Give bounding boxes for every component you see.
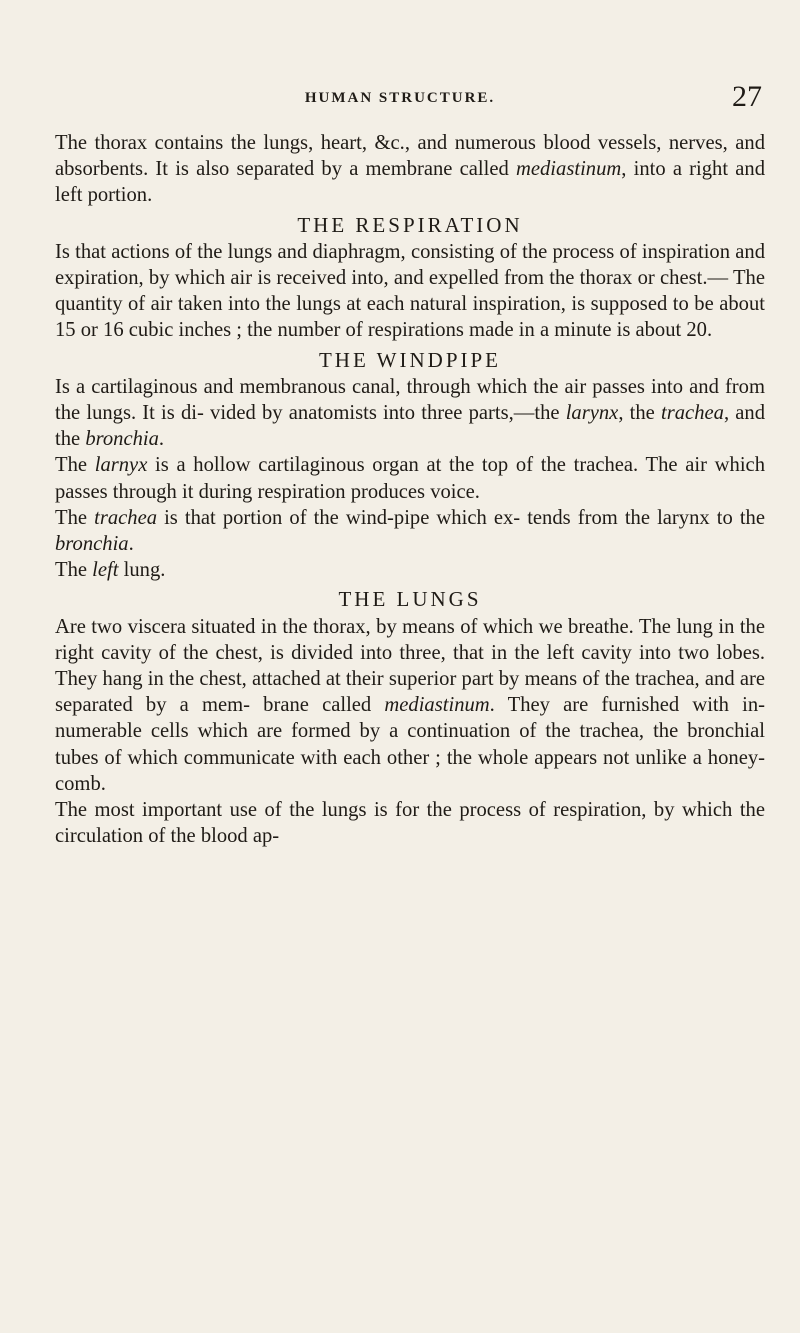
italic-term: larnyx	[94, 454, 148, 477]
text: is that portion of the wind-pipe which ex- tends from the larynx to the	[157, 506, 765, 529]
text: The most important use of the lungs is for the process of respiration, by which the circulation of the blood ap-	[55, 799, 765, 848]
italic-term: trachea	[661, 402, 724, 425]
italic-term: mediastinum	[384, 694, 490, 717]
text: The	[55, 559, 93, 582]
text: The	[55, 454, 95, 477]
paragraph-larynx	[55, 452, 765, 504]
paragraph-thorax	[55, 130, 765, 209]
text: .	[128, 533, 134, 556]
text: , the	[618, 402, 662, 425]
text: , into a right and left portion.	[55, 158, 765, 207]
text: Are two viscera situated in the thorax, by means of which we breathe. The lung in the right cavity of the chest, is divided into three, that in the left cavity into two lobes. They hang in the chest, attached at their superior part by means of the trachea, and are separated by a mem- brane called	[55, 615, 765, 717]
paragraph-windpipe	[55, 374, 765, 453]
italic-term: bronchia	[55, 533, 129, 556]
section-heading-lungs: THE LUNGS	[338, 587, 482, 612]
text: Is a cartilaginous and membranous canal, through which the air passes into and from the lungs. It is di- vided by anatomists into three parts,—the	[55, 375, 765, 425]
text: Is that actions of the lungs and diaphragm, consisting of the process of inspiration and expiration, by which air is received into, and expelled from the thorax or chest.— The quantity of air taken into the lungs at each natural inspiration, is supposed to be about 15 or 16 cubic inches ; the number of respirations made in a minute is about 20.	[55, 240, 765, 342]
section-heading-respiration: THE RESPIRATION	[297, 212, 523, 237]
italic-term: left	[92, 559, 119, 582]
italic-term: mediastinum	[516, 158, 622, 181]
text: The thorax contains the lungs, heart, &c., and numerous blood vessels, nerves, and absorbents. It is also separated by a membrane called	[55, 132, 765, 181]
paragraph-respiration	[55, 239, 765, 344]
text: .	[158, 428, 165, 451]
text: . They are furnished with in- numerable cells which are formed by a continuation of the trachea, the bronchial tubes of which communicate with each other ; the whole appears not unlike a honey-comb.	[55, 694, 765, 795]
paragraph-lungs-use	[55, 797, 765, 849]
text: , and the	[55, 402, 766, 451]
text: is a hollow cartilaginous organ at the top of the trachea. The air which passes through it during respiration produces voice.	[55, 454, 765, 503]
page-header	[0, 80, 800, 120]
italic-term: larynx	[565, 402, 619, 425]
paragraph-lungs	[55, 614, 765, 797]
text: The	[55, 506, 95, 529]
section-heading-windpipe: THE WINDPIPE	[318, 347, 501, 372]
page-number: 27	[732, 80, 762, 113]
page-body	[55, 130, 765, 849]
paragraph-bronchia	[55, 557, 765, 583]
italic-term: trachea	[94, 506, 158, 529]
running-head: HUMAN STRUCTURE.	[304, 90, 496, 106]
text: lung.	[118, 559, 166, 582]
paragraph-trachea	[55, 505, 765, 557]
italic-term: bronchia	[85, 428, 159, 451]
